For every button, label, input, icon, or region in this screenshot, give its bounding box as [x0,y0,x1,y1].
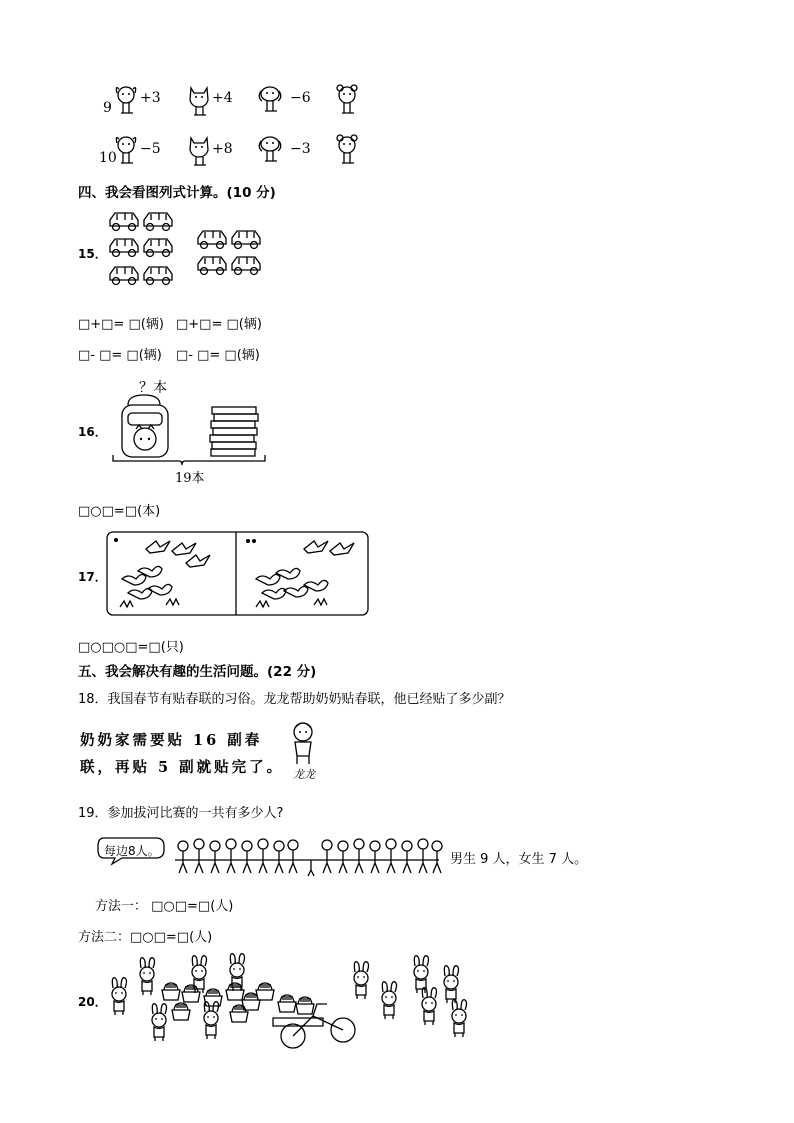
row1-op3: −6 [290,90,311,106]
q18-speech-line-1: 奶奶家需要贴 16 副春 [80,732,263,749]
tug-of-war-picture [175,836,445,881]
q18-boy-name: 龙龙 [293,768,315,781]
q16-unknown-label: ？本 [139,380,167,396]
row1-op1: +3 [140,90,161,106]
geese-picture [106,531,370,617]
q19-method-1[interactable]: 方法一： □○□=□(人) [95,899,234,914]
q16-total-label: 19本 [175,471,205,486]
q17-answer-line[interactable]: □○□○□=□(只) [78,640,184,655]
row2-op2: +8 [212,141,233,157]
car-group-icon [108,208,288,298]
row2-op1: −5 [140,141,161,157]
q18-speech-line-2: 联，再贴 5 副就贴完了。 [80,759,285,776]
q19-method-2[interactable]: 方法二：□○□=□(人) [78,930,213,945]
rabbits-and-basket-picture [105,952,475,1052]
boy-longlong-icon [285,720,325,770]
row1-start-number: 9 [103,100,112,116]
section-5-title: 五、我会解决有趣的生活问题。(22 分) [78,664,317,680]
q19-note: 男生 9 人，女生 7 人。 [450,852,588,867]
dog-icon [113,83,143,119]
q17-number: 17． [78,570,107,584]
q15-number: 15． [78,247,107,261]
row2-op3: −3 [290,141,311,157]
puppy-icon [256,83,286,119]
section-4-title: 四、我会看图列式计算。(10 分) [78,185,276,201]
row2-start-number: 10 [99,150,117,166]
q18-question: 18．我国春节有贴春联的习俗。龙龙帮助奶奶贴春联，他已经贴了多少副？ [78,692,511,707]
bear-icon [334,83,364,119]
q16-number: 16． [78,425,107,439]
q15-equation-4[interactable]: □- □= □(辆) [176,348,260,363]
row1-op2: +4 [212,90,233,106]
q16-answer-line[interactable]: □○□=□(本) [78,504,161,519]
dog-icon [113,133,143,169]
bear-icon [334,133,364,169]
q20-number: 20． [78,995,107,1009]
q19-bubble-text: 每边8人。 [104,844,160,858]
puppy-icon [256,133,286,169]
q19-question: 19．参加拔河比赛的一共有多少人? [78,806,284,821]
q15-equation-2[interactable]: □+□= □(辆) [176,317,262,332]
q15-equation-3[interactable]: □- □= □(辆) [78,348,162,363]
q15-equation-1[interactable]: □+□= □(辆) [78,317,164,332]
